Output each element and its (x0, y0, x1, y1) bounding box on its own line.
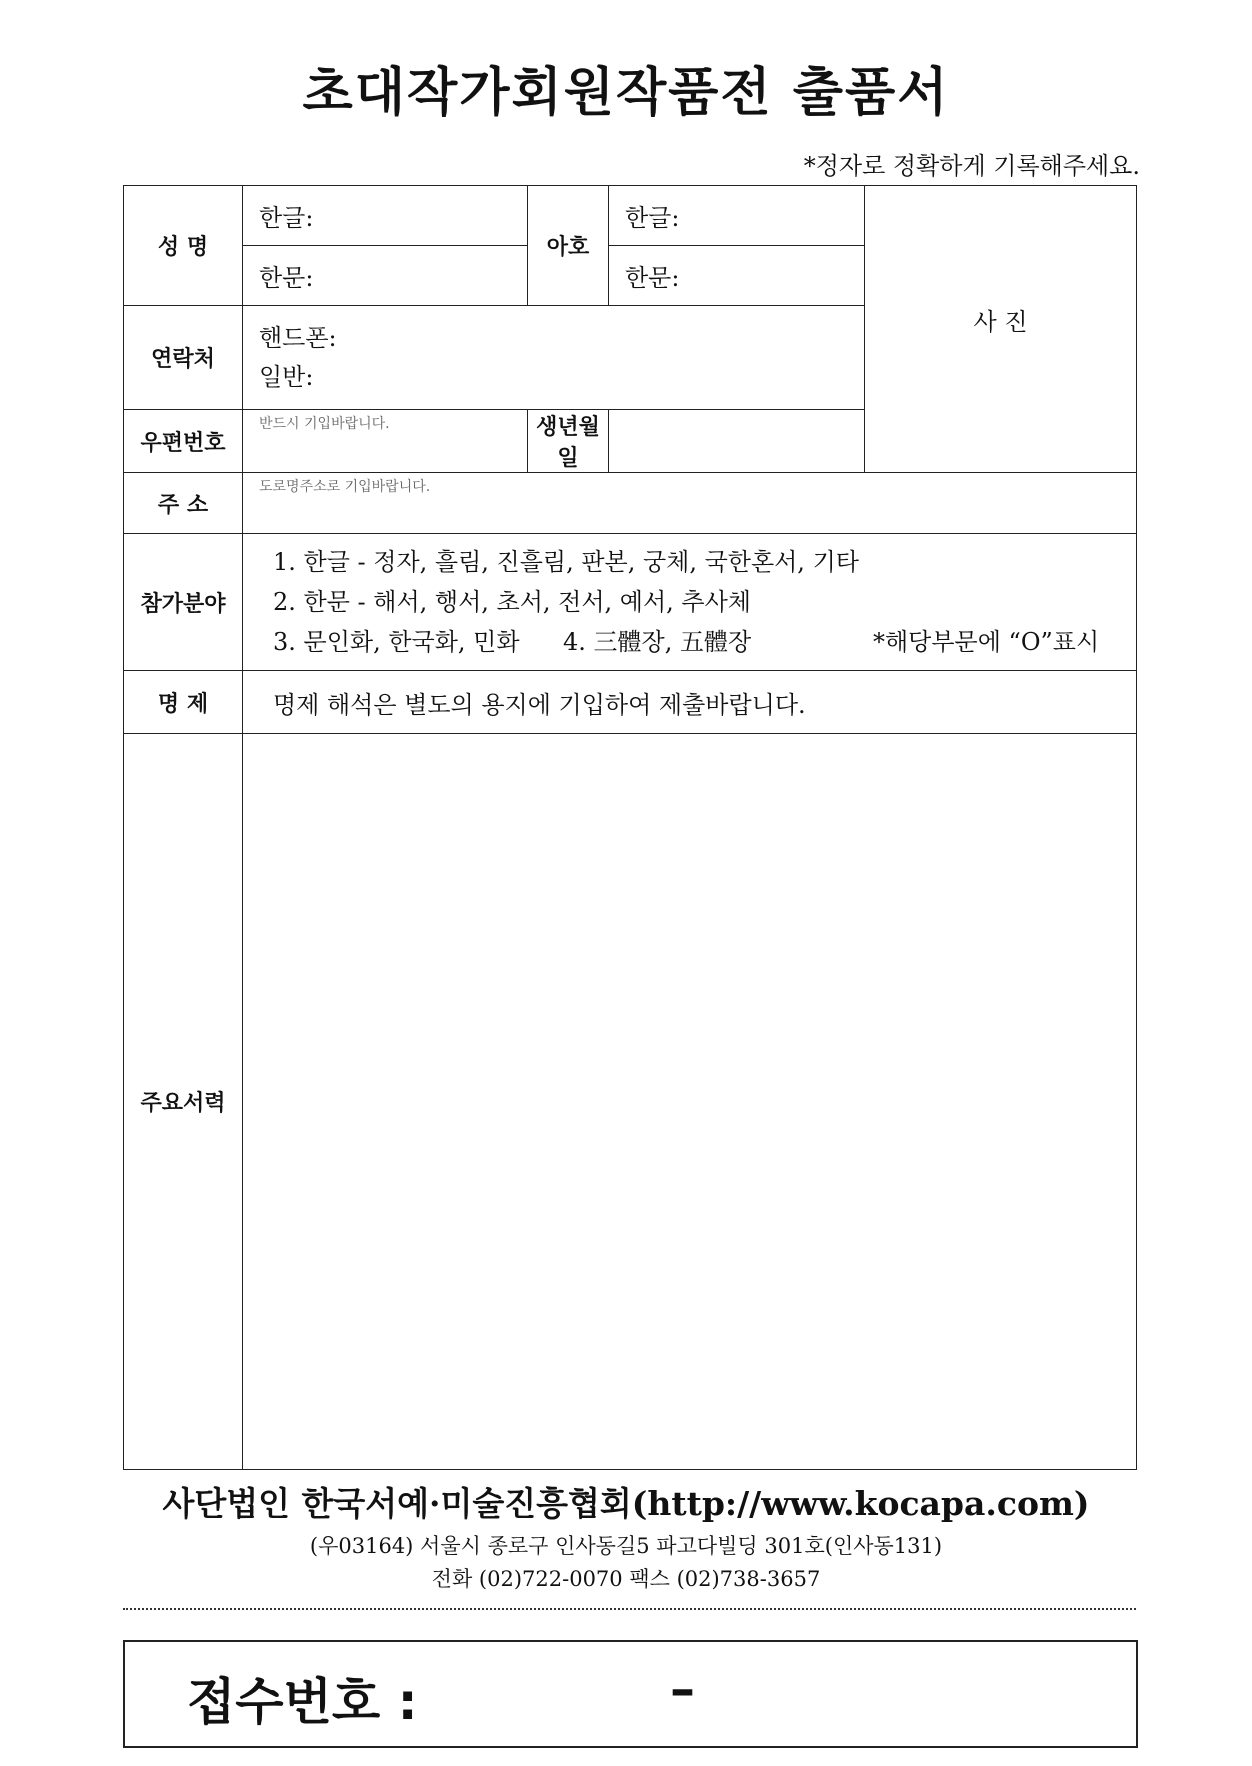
organization-phone: 전화 (02)722-0070 팩스 (02)738-3657 (431, 1567, 821, 1591)
contact-field[interactable] (243, 306, 865, 410)
postal-code-label: 우편번호 (124, 410, 243, 473)
contact-label: 연락처 (124, 306, 243, 410)
general-phone-label: 일반: (259, 362, 314, 391)
category-line-painting: 3. 문인화, 한국화, 민화 (273, 628, 520, 656)
instruction-note: *정자로 정확하게 기록해주세요. (803, 152, 1140, 180)
name-hangul-field[interactable]: 한글: (243, 186, 528, 246)
category-label: 참가분야 (124, 534, 243, 671)
cut-line (123, 1608, 1136, 1610)
name-label: 성 명 (124, 186, 243, 306)
form-title: 초대작가회원작품전 출품서 (302, 62, 950, 123)
birth-date-label: 생년월일 (528, 410, 609, 473)
category-line-multi-script: 4. 三體장, 五體장 (563, 628, 752, 656)
category-line-hangul: 1. 한글 - 정자, 흘림, 진흘림, 판본, 궁체, 국한혼서, 기타 (273, 548, 859, 576)
pen-name-hanja-field[interactable]: 한문: (609, 246, 865, 306)
category-field[interactable] (243, 534, 1137, 671)
birth-date-field[interactable] (609, 410, 865, 473)
career-label: 주요서력 (124, 734, 243, 1470)
postal-code-field[interactable]: 반드시 기입바랍니다. (243, 410, 528, 473)
receipt-number-label: 접수번호 : (187, 1673, 418, 1731)
motto-field[interactable]: 명제 해석은 별도의 용지에 기입하여 제출바랍니다. (243, 671, 1137, 734)
mobile-label: 핸드폰: (259, 323, 337, 352)
address-label: 주 소 (124, 473, 243, 534)
motto-label: 명 제 (124, 671, 243, 734)
name-hanja-field[interactable]: 한문: (243, 246, 528, 306)
pen-name-label: 아호 (528, 186, 609, 306)
application-form (123, 185, 1137, 1470)
category-mark-note: *해당부문에 “O”표시 (873, 628, 1100, 656)
organization-name: 사단법인 한국서예·미술진흥협회(http://www.kocapa.com) (162, 1484, 1090, 1523)
career-field[interactable] (243, 734, 1137, 1470)
photo-box[interactable]: 사 진 (865, 186, 1137, 473)
receipt-number-dash: – (670, 1660, 695, 1718)
organization-address: (우03164) 서울시 종로구 인사동길5 파고다빌딩 301호(인사동131) (309, 1534, 943, 1558)
pen-name-hangul-field[interactable]: 한글: (609, 186, 865, 246)
receipt-number-box[interactable] (123, 1640, 1138, 1748)
address-field[interactable]: 도로명주소로 기입바랍니다. (243, 473, 1137, 534)
category-line-hanja: 2. 한문 - 해서, 행서, 초서, 전서, 예서, 추사체 (273, 588, 751, 616)
